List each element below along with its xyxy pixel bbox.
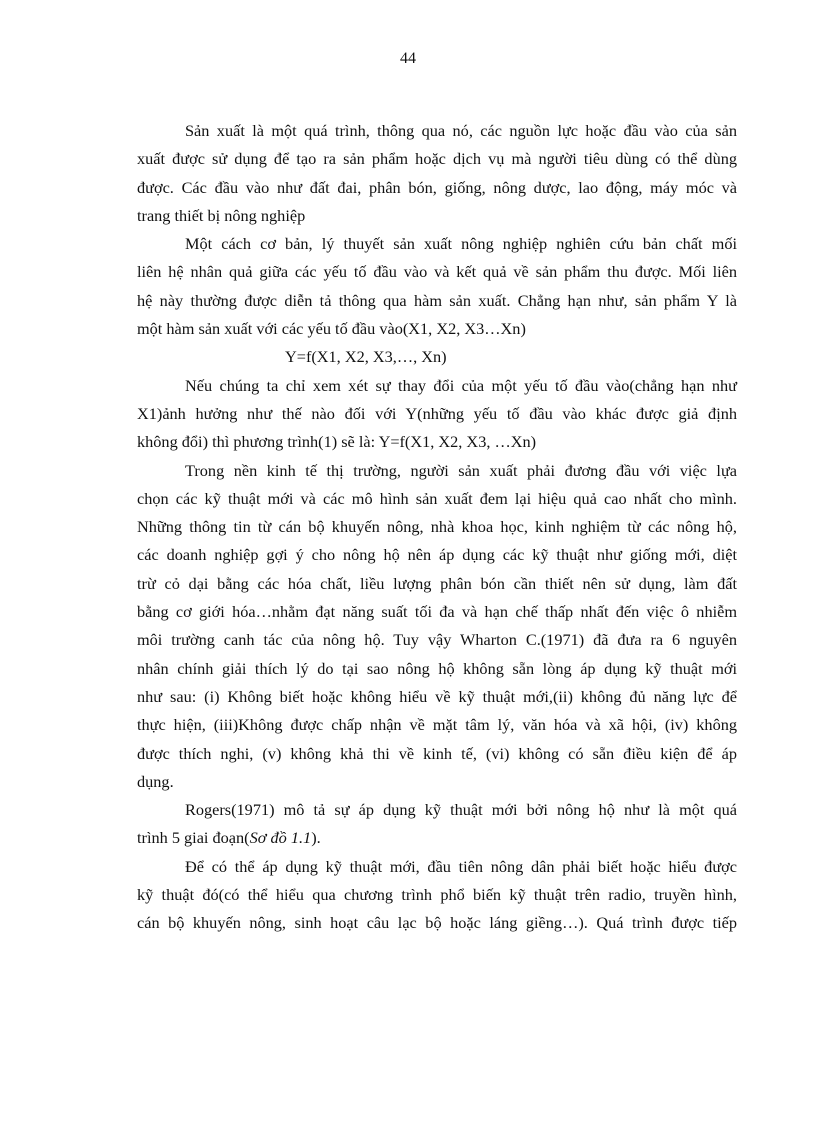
- text-line: Những thông tin từ cán bộ khuyến nông, nhà khoa học, kinh nghiệm từ các nông hộ,: [137, 517, 737, 537]
- text-line: được thích nghi, (v) không khả thi về kinh tế, (vi) không có sẵn điều kiện để áp: [137, 743, 737, 763]
- text-line: Sản xuất là một quá trình, thông qua nó, các nguồn lực hoặc đầu vào của sản: [185, 121, 737, 140]
- text-line: X1)ảnh hưởng như thế nào đối với Y(những yếu tố đầu vào khác được giả định: [137, 403, 737, 423]
- text-fragment: trình 5 giai đoạn(: [137, 828, 250, 848]
- text-line: [137, 824, 737, 852]
- text-line: trừ cỏ dại bằng các hóa chất, liều lượng phân bón cần thiết nên sử dụng, làm đất: [137, 573, 737, 593]
- text-line: môi trường canh tác của nông hộ. Tuy vậy Wharton C.(1971) đã đưa ra 6 nguyên: [137, 630, 737, 650]
- text-line: bằng cơ giới hóa…nhằm đạt năng suất tối đa và hạn chế thấp nhất đến việc ô nhiễm: [137, 602, 737, 622]
- diagram-reference: Sơ đồ 1.1: [249, 828, 312, 848]
- text-line: kỹ thuật đó(có thể hiểu qua chương trình phổ biến kỹ thuật trên radio, truyền hình,: [137, 885, 737, 905]
- text-line: không đổi) thì phương trình(1) sẽ là: Y=f(X1, X2, X3, …Xn): [137, 432, 537, 452]
- equation: Y=f(X1, X2, X3,…, Xn): [285, 347, 447, 367]
- text-line: cán bộ khuyến nông, sinh hoạt câu lạc bộ hoặc láng giềng…). Quá trình được tiếp: [137, 913, 737, 933]
- text-line: xuất được sử dụng để tạo ra sản phẩm hoặc dịch vụ mà người tiêu dùng có thể dùng: [137, 149, 737, 169]
- text-line: liên hệ nhân quả giữa các yếu tố đầu vào và kết quả về sản phẩm thu được. Mối liên: [137, 262, 737, 282]
- text-line: Trong nền kinh tế thị trường, người sản xuất phải đương đầu với việc lựa: [185, 460, 737, 480]
- text-line: một hàm sản xuất với các yếu tố đầu vào(X1, X2, X3…Xn): [137, 319, 526, 339]
- text-line: dụng.: [137, 771, 174, 791]
- text-line: các doanh nghiệp gợi ý cho nông hộ nên áp dụng các kỹ thuật như giống mới, diệt: [137, 545, 737, 565]
- text-line: hệ này thường được diễn tả thông qua hàm sản xuất. Chẳng hạn như, sản phẩm Y là: [137, 290, 737, 310]
- text-fragment: ).: [311, 828, 321, 848]
- text-line: được. Các đầu vào như đất đai, phân bón, giống, nông dược, lao động, máy móc và: [137, 177, 737, 197]
- text-line: Nếu chúng ta chỉ xem xét sự thay đổi của một yếu tố đầu vào(chẳng hạn như: [185, 375, 737, 395]
- text-line: Rogers(1971) mô tả sự áp dụng kỹ thuật mới bởi nông hộ như là một quá: [185, 800, 737, 820]
- text-line: Một cách cơ bản, lý thuyết sản xuất nông nghiệp nghiên cứu bản chất mối: [185, 234, 737, 254]
- text-line: thực hiện, (iii)Không được chấp nhận về mặt tâm lý, văn hóa và xã hội, (iv) không: [137, 715, 737, 735]
- text-line: chọn các kỹ thuật mới và các mô hình sản xuất đem lại hiệu quả cao nhất cho mình.: [137, 488, 737, 508]
- body-text: [137, 117, 737, 938]
- text-line: trang thiết bị nông nghiệp: [137, 205, 306, 225]
- text-line: Để có thể áp dụng kỹ thuật mới, đầu tiên nông dân phải biết hoặc hiểu được: [185, 856, 737, 876]
- text-line: như sau: (i) Không biết hoặc không hiểu về kỹ thuật mới,(ii) không đủ năng lực để: [137, 686, 737, 706]
- text-line: nhân chính giải thích lý do tại sao nông hộ không sẵn lòng áp dụng kỹ thuật mới: [137, 658, 737, 678]
- page-number: 44: [400, 50, 416, 67]
